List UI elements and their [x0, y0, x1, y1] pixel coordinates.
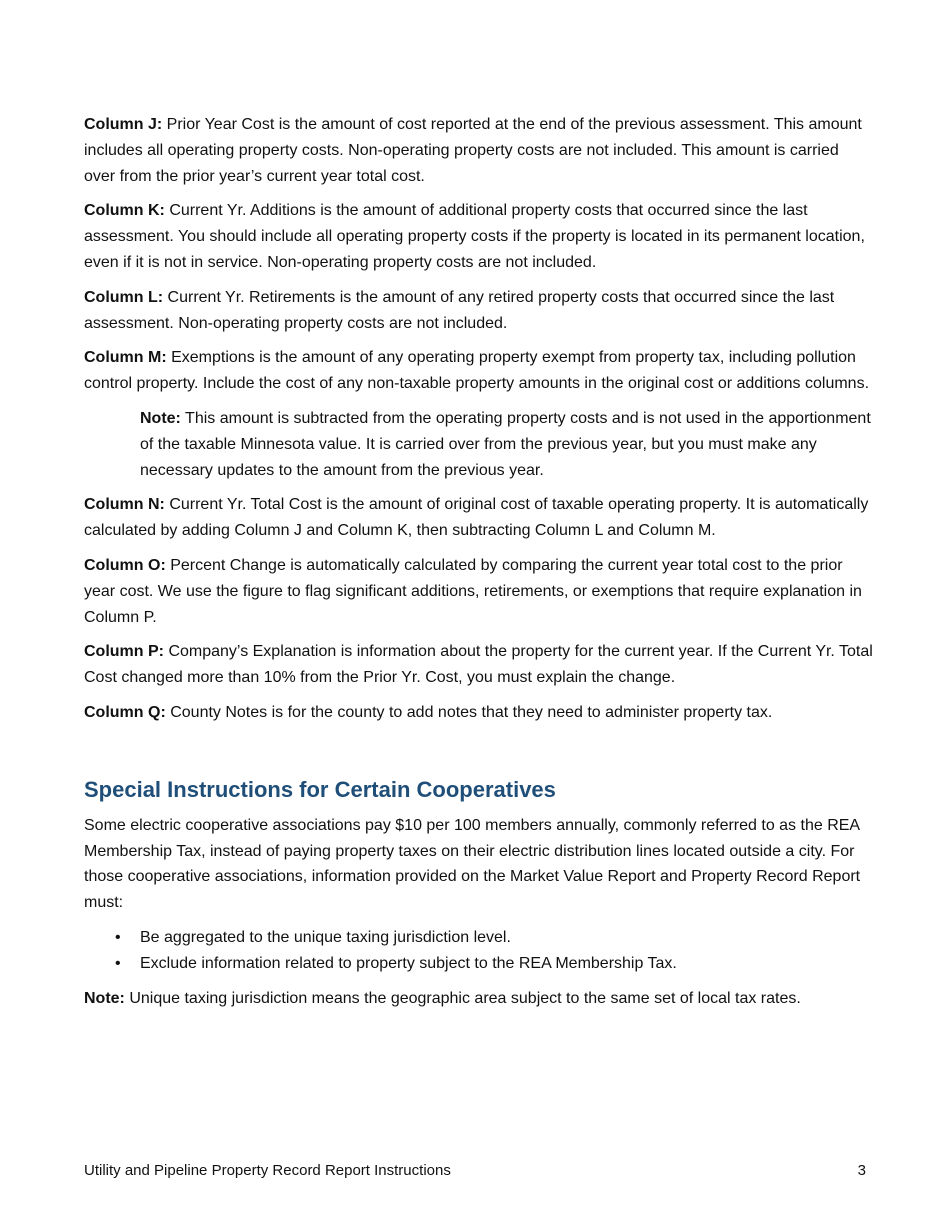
requirements-list: [84, 925, 874, 977]
list-item: • Exclude information related to property subject to the REA Membership Tax.: [84, 951, 874, 977]
page-number: 3: [857, 1162, 866, 1179]
column-m-description: Column M: Exemptions is the amount of any operating property exempt from property tax, including pollution control property. Include the cost of any non-taxable property amounts in the original cost or additions columns.: [84, 349, 870, 393]
column-o-description: Column O: Percent Change is automatically calculated by comparing the current year total cost to the prior year cost. We use the figure to flag significant additions, retirements, or exemptions that require explanation in Column P.: [84, 556, 862, 626]
column-k-description: Column K: Current Yr. Additions is the amount of additional property costs that occurred since the last assessment. You should include all operating property costs if the property is located in its permanent location, even if it is not in service. Non-operating property costs are not included.: [84, 202, 865, 271]
document-body: [84, 112, 874, 1020]
bullet-icon: •: [115, 928, 121, 946]
column-n-description: Column N: Current Yr. Total Cost is the amount of original cost of taxable operating property. It is automatically calculated by adding Column J and Column K, then subtracting Column L and Column M.: [84, 496, 869, 540]
page-footer: [84, 1160, 866, 1182]
section-intro: Some electric cooperative associations pay $10 per 100 members annually, commonly referred to as the REA Membership Tax, instead of paying property taxes on their electric distribution lines located outside a city. For those cooperative associations, information provided on the Market Value Report and Property Record Report must:: [84, 816, 861, 912]
section-heading: Special Instructions for Certain Cooperatives: [84, 776, 556, 802]
column-p-description: Column P: Company’s Explanation is information about the property for the current year. If the Current Yr. Total Cost changed more than 10% from the Prior Yr. Cost, you must explain the change.: [84, 643, 873, 687]
bullet-icon: •: [115, 954, 121, 972]
column-q-description: Column Q: County Notes is for the county to add notes that they need to administer property tax.: [84, 703, 773, 721]
jurisdiction-note: Note: Unique taxing jurisdiction means the geographic area subject to the same set of local tax rates.: [84, 989, 801, 1007]
exemptions-note: Note: This amount is subtracted from the operating property costs and is not used in the apportionment of the taxable Minnesota value. It is carried over from the previous year, but you must make any necessary updates to the amount from the previous year.: [140, 409, 871, 479]
column-l-description: Column L: Current Yr. Retirements is the amount of any retired property costs that occurred since the last assessment. Non-operating property costs are not included.: [84, 288, 835, 332]
footer-title: Utility and Pipeline Property Record Report Instructions: [84, 1162, 451, 1179]
list-item: • Be aggregated to the unique taxing jurisdiction level.: [84, 925, 874, 951]
column-j-description: Column J: Prior Year Cost is the amount of cost reported at the end of the previous assessment. This amount includes all operating property costs. Non-operating property costs are not included. This amount is carried over from the prior year’s current year total cost.: [84, 116, 862, 185]
